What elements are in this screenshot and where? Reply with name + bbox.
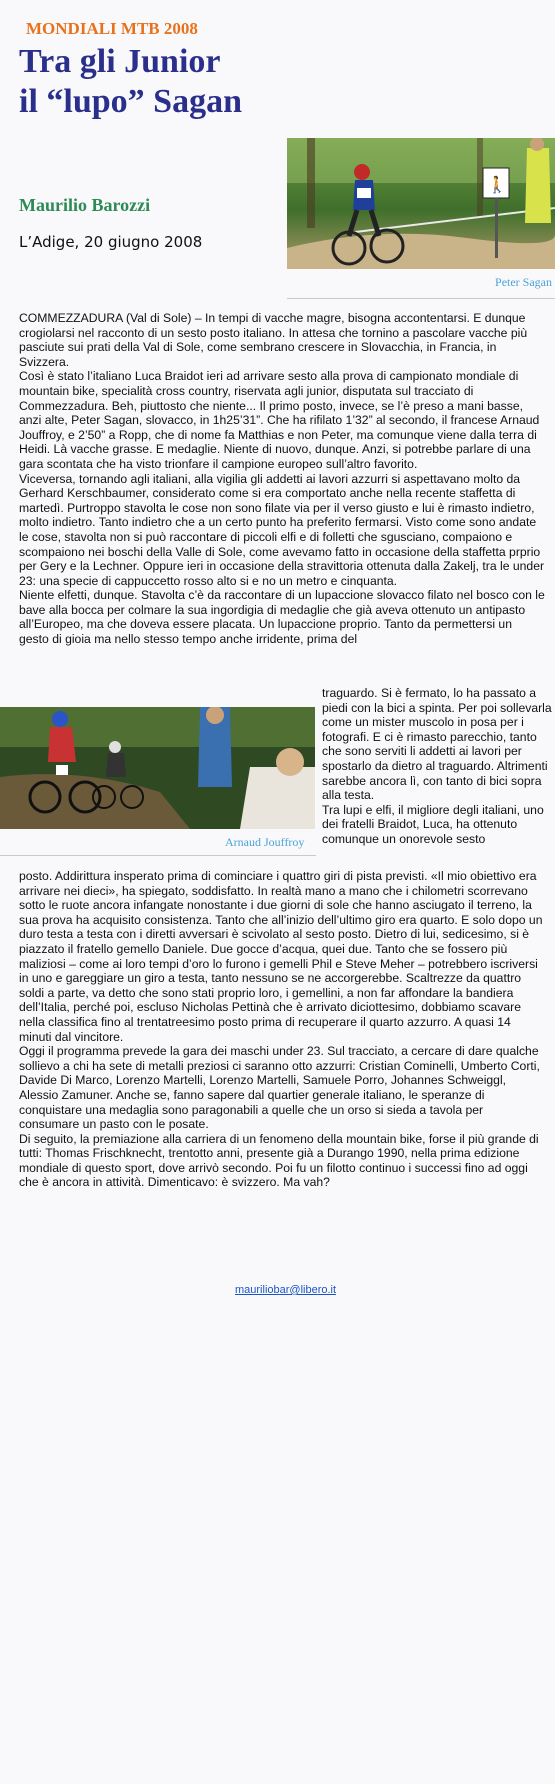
paragraph-intro: COMMEZZADURA (Val di Sole) – In tempi di vacche magre, bisogna accontentarsi. E dunque crogiolarsi nel racconto di un sesto posto italiano. In attesa che tornino a pascolare vacche più pasciute sui prati della Val di Sole, come sembrano crescere in Slovacchia, in Francia, in Svizzera. <box>19 311 528 369</box>
paragraph-wolf: Niente elfetti, dunque. Stavolta c’è da raccontare di un lupaccione slovacco filato nel bosco con le bave alla bocca per colmare la sua ingordigia di medaglie che già aveva ottenuto un antipasto all’Europeo, ma che doveva essere placata. Un lupaccione proprio. Tanto da permettersi un gesto di gioia ma nello stesso tempo anche irridente, prima del <box>19 588 545 647</box>
photo-caption-jouffroy: Arnaud Jouffroy <box>225 835 305 849</box>
paragraph-braidot: posto. Addirittura insperato prima di cominciare i quattro giri di pista previsti. «Il mio obiettivo era arrivare nei dieci», ha spiegato, soddisfatto. In realtà mano a mano che i chilometri scorrevano sotto le ruote ancora infangate nonostante i due giorni di sole che hanno asciugato il terreno, la sua prova ha acquisito consistenza. Tanto che all’inizio dell’ultimo giro era quarto. E solo dopo un duro testa a testa con i diretti avversari è scivolato al sesto posto. Dietro di lui, sedicesimo, si è piazzato il fratello gemello Daniele. Due gocce d’acqua, quei due. Tanto che se fossero più maliziosi – come ai loro tempi d’oro lo furono i gemelli Phil e Steve Meher – potrebbero iscriversi in uno e gareggiare un giro a testa, tanto nessuno se ne accorgerebbe. Scaltrezze da quattro soldi a parte, va detto che sono stati proprio loro, i gemellini, a non far affondare la bandiera dell’Italia, perché poi, escluso Nicholas Pettinà che è arrivato diciottesimo, dobbiamo scavare nella classifica fino al trentatreesimo posto prima di recuperare il quarto azzurro. A quasi 14 minuti dal vincitore. <box>19 869 543 1044</box>
article-body-bottom <box>19 869 545 1190</box>
caption-divider <box>287 298 555 299</box>
photo-peter-sagan <box>287 138 555 269</box>
paragraph-result: Così è stato l’italiano Luca Braidot ieri ad arrivare sesto alla prova di campionato mondiale di mountain bike, specialità cross country, riservata agli junior, disputata sul tracciato di Commezzadura. Beh, piuttosto che niente... Il primo posto, invece, se l’è preso a mani basse, anzi alte, Peter Sagan, slovacco, in 1h25’31”. Che ha rifilato 1’32” al secondo, il francese Arnaud Jouffroy, e 2’50” a Ropp, che di nome fa Matthias e non Peter, ma comunque viene dalla terra di Heidi. Là vacche grasse. E medaglie. Niente di nuovo, dunque. Anzi, si potrebbe parlare di una gara scontata che ha visto trionfare il campione europeo sull’altro favorito. <box>19 369 540 471</box>
photo-peter-sagan-image <box>287 138 555 269</box>
photo-arnaud-jouffroy-image <box>0 707 315 829</box>
headline-line-2: il “lupo” Sagan <box>19 83 242 120</box>
sign-walker-icon: 🚶 <box>487 175 507 194</box>
paragraph-under23: Oggi il programma prevede la gara dei maschi under 23. Sul tracciato, a cercare di dare qualche sollievo a chi ha sete di metalli preziosi ci saranno otto azzurri: Cristian Cominelli, Umberto Corti, Davide Di Marco, Lorenzo Martelli, Lorenzo Martelli, Samuele Porro, Johannes Schweiggl, Alessio Zamuner. Anche se, fanno sapere dal quartier generale italiano, le speranze di conquistare una medaglia sono paragonabili a quelle che un orso si sieda a tavola per consumare un pasto con le posate. <box>19 1044 540 1132</box>
photo-arnaud-jouffroy <box>0 707 315 829</box>
caption-divider-2 <box>0 855 316 856</box>
article-body-top <box>19 311 545 647</box>
paragraph-braidot-start: Tra lupi e elfi, il migliore degli italiani, uno dei fratelli Braidot, Luca, ha ottenuto comunque un onorevole sesto <box>322 802 544 846</box>
author-name: Maurilio Barozzi <box>19 195 151 215</box>
headline <box>19 42 242 122</box>
paragraph-frischknecht: Di seguito, la premiazione alla carriera di un fenomeno della mountain bike, forse il più grande di tutti: Thomas Frischknecht, trentotto anni, presente già a Durango 1990, nella prima edizione mondiale di questo sport, dove arrivò secondo. Poi fu un filotto continuo i successi fino ad oggi che è ancora in attività. Dimenticavo: è svizzero. Ma vah? <box>19 1131 539 1190</box>
headline-line-1: Tra gli Junior <box>19 43 221 80</box>
author-email-link[interactable]: mauriliobar@libero.it <box>235 1284 337 1296</box>
source-line: L’Adige, 20 giugno 2008 <box>19 233 203 251</box>
kicker: MONDIALI MTB 2008 <box>26 19 198 38</box>
paragraph-finish-line: traguardo. Si è fermato, lo ha passato a piedi con la bici a spinta. Per poi sollevarla come un mister muscolo in posa per i fotografi. E ci è rimasto parecchio, tanto che sono serviti li addetti ai lavori per spostarlo da dietro al traguardo. Altrimenti sarebbe ancora lì, con tanto di bici sopra alla testa. <box>322 686 552 803</box>
photo-caption-sagan: Peter Sagan <box>495 275 552 289</box>
article-side-column <box>322 686 552 847</box>
paragraph-italians: Viceversa, tornando agli italiani, alla vigilia gli addetti ai lavori azzurri si aspettavano molto da Gerhard Kerschbaumer, considerato come si era comportato anche nella recente staffetta di martedì. Purtroppo stavolta le cose non sono filate via per il verso giusto e lui è rimasto indietro, molto indietro. Tanto indietro che a un certo punto ha preferito fermarsi. Visto come sono andate le cose, stavolta non si può raccontare di piccoli elfi e di folletti che sgusciano, compaiono e scompaiono nei boschi della Valle di Sole, come avevamo fatto in occasione della staffetta prprio per Gery e la Lechner. Oppure ieri in occasione della stravittoria ottenuta dalla Zakelj, tra le under 23: una specie di cappuccetto rosso alto si e no un metro e cinquanta. <box>19 471 545 588</box>
